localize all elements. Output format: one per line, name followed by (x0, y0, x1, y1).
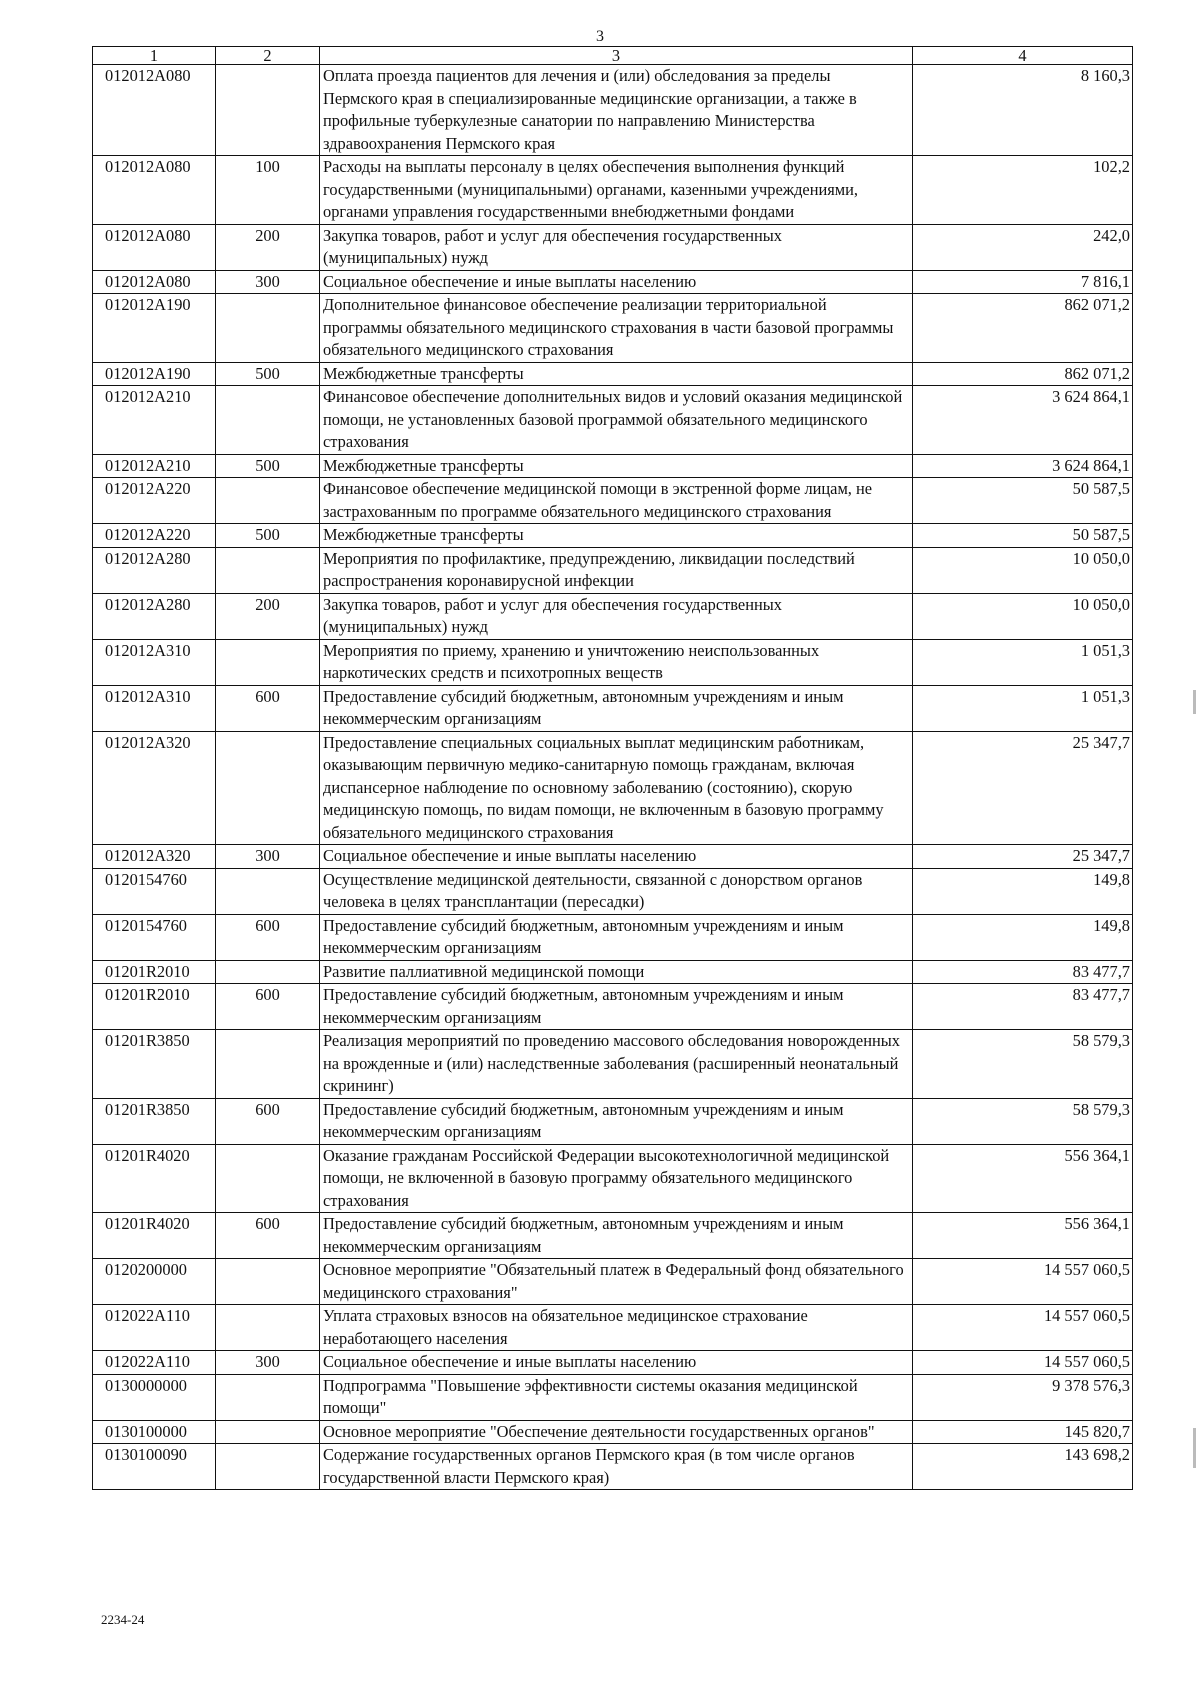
cell-name: Предоставление субсидий бюджетным, автономным учреждениям и иным некоммерческим организациям (320, 1098, 913, 1144)
table-row (93, 1213, 1133, 1259)
cell-code: 0130100090 (93, 1444, 216, 1490)
cell-name: Осуществление медицинской деятельности, связанной с донорством органов человека в целях трансплантации (пересадки) (320, 868, 913, 914)
table-row (93, 845, 1133, 869)
cell-amount: 149,8 (913, 914, 1133, 960)
cell-code: 012012А210 (93, 386, 216, 455)
cell-amount: 3 624 864,1 (913, 386, 1133, 455)
header-col-4: 4 (913, 47, 1133, 65)
cell-name: Расходы на выплаты персоналу в целях обеспечения выполнения функций государственными (муниципальными) органами, казенными учреждениями, органами управления государственными внебюджетными фондами (320, 156, 913, 225)
cell-code: 01201R2010 (93, 960, 216, 984)
cell-code: 012012А310 (93, 639, 216, 685)
cell-name: Уплата страховых взносов на обязательное медицинское страхование неработающего населения (320, 1305, 913, 1351)
cell-type (216, 386, 320, 455)
cell-name: Оплата проезда пациентов для лечения и (или) обследования за пределы Пермского края в специализированные медицинские организации, а также в профильные туберкулезные санатории по направлению Министерства здравоохранения Пермского края (320, 65, 913, 156)
cell-type (216, 65, 320, 156)
cell-amount: 145 820,7 (913, 1420, 1133, 1444)
cell-code: 012012А080 (93, 270, 216, 294)
cell-name: Финансовое обеспечение дополнительных видов и условий оказания медицинской помощи, не установленных базовой программой обязательного медицинского страхования (320, 386, 913, 455)
cell-name: Основное мероприятие "Обеспечение деятельности государственных органов" (320, 1420, 913, 1444)
table-row (93, 593, 1133, 639)
scan-artifact (1193, 1428, 1196, 1468)
cell-amount: 556 364,1 (913, 1213, 1133, 1259)
cell-code: 01201R2010 (93, 984, 216, 1030)
cell-type: 600 (216, 914, 320, 960)
cell-name: Социальное обеспечение и иные выплаты населению (320, 270, 913, 294)
header-col-1: 1 (93, 47, 216, 65)
cell-type (216, 547, 320, 593)
table-row (93, 731, 1133, 845)
cell-code: 012022А110 (93, 1305, 216, 1351)
cell-name: Межбюджетные трансферты (320, 524, 913, 548)
table-row (93, 639, 1133, 685)
table-row (93, 1144, 1133, 1213)
cell-amount: 8 160,3 (913, 65, 1133, 156)
header-col-2: 2 (216, 47, 320, 65)
cell-type: 100 (216, 156, 320, 225)
cell-type (216, 1259, 320, 1305)
cell-type (216, 478, 320, 524)
cell-name: Основное мероприятие "Обязательный платеж в Федеральный фонд обязательного медицинского страхования" (320, 1259, 913, 1305)
cell-name: Межбюджетные трансферты (320, 362, 913, 386)
cell-code: 012012А310 (93, 685, 216, 731)
cell-type: 600 (216, 984, 320, 1030)
cell-type (216, 731, 320, 845)
cell-amount: 242,0 (913, 224, 1133, 270)
cell-type (216, 960, 320, 984)
cell-amount: 7 816,1 (913, 270, 1133, 294)
cell-type: 300 (216, 845, 320, 869)
cell-name: Предоставление субсидий бюджетным, автономным учреждениям и иным некоммерческим организациям (320, 685, 913, 731)
table-row (93, 1259, 1133, 1305)
cell-type (216, 1444, 320, 1490)
cell-amount: 58 579,3 (913, 1030, 1133, 1099)
cell-amount: 10 050,0 (913, 593, 1133, 639)
cell-type: 200 (216, 593, 320, 639)
table-row (93, 478, 1133, 524)
cell-type (216, 1305, 320, 1351)
table-row (93, 960, 1133, 984)
cell-code: 012012А220 (93, 478, 216, 524)
cell-amount: 3 624 864,1 (913, 454, 1133, 478)
cell-type (216, 1144, 320, 1213)
cell-code: 012012А320 (93, 731, 216, 845)
table-body (93, 65, 1133, 1490)
cell-type: 600 (216, 685, 320, 731)
table-row (93, 454, 1133, 478)
cell-amount: 143 698,2 (913, 1444, 1133, 1490)
table-row (93, 224, 1133, 270)
cell-amount: 9 378 576,3 (913, 1374, 1133, 1420)
cell-amount: 862 071,2 (913, 362, 1133, 386)
table-row (93, 156, 1133, 225)
cell-code: 01201R3850 (93, 1098, 216, 1144)
cell-name: Оказание гражданам Российской Федерации высокотехнологичной медицинской помощи, не включенной в базовую программу обязательного медицинского страхования (320, 1144, 913, 1213)
cell-amount: 10 050,0 (913, 547, 1133, 593)
cell-amount: 83 477,7 (913, 960, 1133, 984)
cell-name: Предоставление субсидий бюджетным, автономным учреждениям и иным некоммерческим организациям (320, 984, 913, 1030)
table-header-row (93, 47, 1133, 65)
cell-code: 012012А080 (93, 65, 216, 156)
cell-name: Дополнительное финансовое обеспечение реализации территориальной программы обязательного медицинского страхования в части базовой программы обязательного медицинского страхования (320, 294, 913, 363)
cell-code: 012012А190 (93, 294, 216, 363)
cell-type (216, 868, 320, 914)
cell-name: Содержание государственных органов Пермского края (в том числе органов государственной власти Пермского края) (320, 1444, 913, 1490)
cell-code: 01201R3850 (93, 1030, 216, 1099)
cell-name: Закупка товаров, работ и услуг для обеспечения государственных (муниципальных) нужд (320, 593, 913, 639)
cell-type (216, 1030, 320, 1099)
cell-name: Предоставление субсидий бюджетным, автономным учреждениям и иным некоммерческим организациям (320, 914, 913, 960)
cell-amount: 102,2 (913, 156, 1133, 225)
cell-amount: 1 051,3 (913, 639, 1133, 685)
table-row (93, 685, 1133, 731)
cell-amount: 25 347,7 (913, 845, 1133, 869)
budget-table (92, 46, 1133, 1490)
cell-amount: 14 557 060,5 (913, 1351, 1133, 1375)
cell-amount: 14 557 060,5 (913, 1259, 1133, 1305)
cell-name: Мероприятия по профилактике, предупреждению, ликвидации последствий распространения коронавирусной инфекции (320, 547, 913, 593)
cell-type (216, 639, 320, 685)
table-row (93, 1444, 1133, 1490)
cell-code: 012012А280 (93, 593, 216, 639)
cell-code: 0130000000 (93, 1374, 216, 1420)
cell-type: 600 (216, 1213, 320, 1259)
cell-code: 012012А190 (93, 362, 216, 386)
cell-type: 500 (216, 524, 320, 548)
cell-name: Социальное обеспечение и иные выплаты населению (320, 845, 913, 869)
table-row (93, 1420, 1133, 1444)
cell-code: 012012А220 (93, 524, 216, 548)
cell-code: 012022А110 (93, 1351, 216, 1375)
header-col-3: 3 (320, 47, 913, 65)
cell-code: 01201R4020 (93, 1144, 216, 1213)
cell-amount: 58 579,3 (913, 1098, 1133, 1144)
cell-type (216, 1420, 320, 1444)
cell-type: 500 (216, 362, 320, 386)
cell-amount: 50 587,5 (913, 478, 1133, 524)
cell-name: Предоставление специальных социальных выплат медицинским работникам, оказывающим первичную медико-санитарную помощь гражданам, включая диспансерное наблюдение по основному заболеванию (состоянию), скорую медицинскую помощь, по видам помощи, не включенным в базовую программу обязательного медицинского страхования (320, 731, 913, 845)
cell-name: Предоставление субсидий бюджетным, автономным учреждениям и иным некоммерческим организациям (320, 1213, 913, 1259)
table-row (93, 1374, 1133, 1420)
table-row (93, 386, 1133, 455)
table-row (93, 914, 1133, 960)
cell-name: Финансовое обеспечение медицинской помощи в экстренной форме лицам, не застрахованным по программе обязательного медицинского страхования (320, 478, 913, 524)
cell-code: 01201R4020 (93, 1213, 216, 1259)
table-row (93, 547, 1133, 593)
cell-amount: 556 364,1 (913, 1144, 1133, 1213)
cell-type (216, 1374, 320, 1420)
cell-amount: 1 051,3 (913, 685, 1133, 731)
table-row (93, 1098, 1133, 1144)
cell-type: 600 (216, 1098, 320, 1144)
cell-amount: 149,8 (913, 868, 1133, 914)
cell-amount: 14 557 060,5 (913, 1305, 1133, 1351)
scan-artifact (1193, 690, 1196, 714)
table-row (93, 1351, 1133, 1375)
table-row (93, 362, 1133, 386)
cell-amount: 50 587,5 (913, 524, 1133, 548)
cell-name: Подпрограмма "Повышение эффективности системы оказания медицинской помощи" (320, 1374, 913, 1420)
cell-code: 012012А320 (93, 845, 216, 869)
table-row (93, 270, 1133, 294)
cell-amount: 25 347,7 (913, 731, 1133, 845)
cell-type: 200 (216, 224, 320, 270)
table-row (93, 294, 1133, 363)
table-row (93, 868, 1133, 914)
cell-name: Реализация мероприятий по проведению массового обследования новорожденных на врожденные и (или) наследственные заболевания (расширенный неонатальный скрининг) (320, 1030, 913, 1099)
cell-code: 012012А080 (93, 156, 216, 225)
cell-type: 300 (216, 270, 320, 294)
cell-name: Мероприятия по приему, хранению и уничтожению неиспользованных наркотических средств и психотропных веществ (320, 639, 913, 685)
cell-code: 012012А280 (93, 547, 216, 593)
cell-code: 012012А080 (93, 224, 216, 270)
cell-code: 0120200000 (93, 1259, 216, 1305)
cell-name: Социальное обеспечение и иные выплаты населению (320, 1351, 913, 1375)
table-row (93, 984, 1133, 1030)
cell-code: 0120154760 (93, 914, 216, 960)
cell-type (216, 294, 320, 363)
cell-code: 0120154760 (93, 868, 216, 914)
page-number: 3 (596, 28, 604, 45)
table-row (93, 524, 1133, 548)
table-row (93, 65, 1133, 156)
document-id: 2234-24 (101, 1612, 145, 1627)
cell-type: 500 (216, 454, 320, 478)
table-row (93, 1305, 1133, 1351)
cell-amount: 83 477,7 (913, 984, 1133, 1030)
cell-name: Закупка товаров, работ и услуг для обеспечения государственных (муниципальных) нужд (320, 224, 913, 270)
cell-name: Развитие паллиативной медицинской помощи (320, 960, 913, 984)
cell-code: 0130100000 (93, 1420, 216, 1444)
cell-code: 012012А210 (93, 454, 216, 478)
cell-type: 300 (216, 1351, 320, 1375)
cell-name: Межбюджетные трансферты (320, 454, 913, 478)
table-row (93, 1030, 1133, 1099)
cell-amount: 862 071,2 (913, 294, 1133, 363)
